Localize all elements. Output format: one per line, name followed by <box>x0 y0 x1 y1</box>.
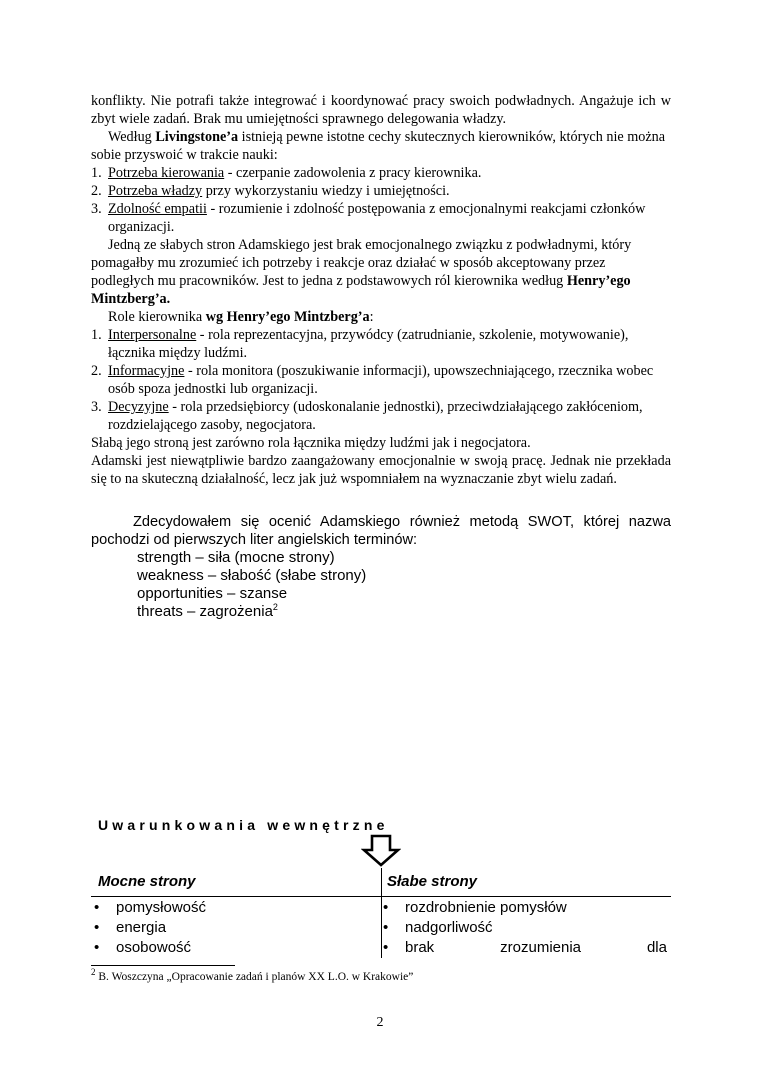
swot-term-opportunities: opportunities – szanse <box>137 585 288 602</box>
internal-conditions-heading: Uwarunkowania wewnętrzne <box>98 817 389 833</box>
page-number: 2 <box>376 1015 384 1030</box>
swot-intro: Zdecydowałem się ocenić Adamskiego również metodą SWOT, której nazwa pochodzi od pierwszych liter angielskich terminów: <box>91 514 671 548</box>
livingstone-name: Livingstone’a <box>155 129 239 145</box>
list-item: • osobowość <box>91 938 376 958</box>
list-item: • energia <box>91 918 376 938</box>
paragraph-livingstone: Według Livingstone’a istnieją pewne istotne cechy skutecznych kierowników, których nie można sobie przyswoić w trakcie nauki: <box>91 129 666 163</box>
paragraph-liaison: Słabą jego stroną jest zarówno rola łącznika między ludźmi jak i negocjatora. <box>91 435 531 451</box>
mintzberg-list <box>91 326 671 434</box>
paragraph-conflicts: konflikty. Nie potrafi także integrować i koordynować pracy swoich podwładnych. Angażuje ich w zbyt wiele zadań. Brak mu umiejętności sprawnego delegowania władzy. <box>91 93 671 127</box>
swot-term-threats: threats – zagrożenia$^2$ <box>137 602 278 620</box>
list-item: • pomysłowość <box>91 898 376 918</box>
list-item: 2. Informacyjne - rola monitora (poszukiwanie informacji), upowszechniającego, rzecznika wobec osób spoza jednostki lub organizacji. <box>91 363 654 397</box>
list-item: 1. Potrzeba kierowania - czerpanie zadowolenia z pracy kierownika. <box>91 165 482 181</box>
strengths-list <box>91 898 376 958</box>
swot-term-strength: strength – siła (mocne strony) <box>137 549 335 566</box>
list-item: 2. Potrzeba władzy przy wykorzystaniu wiedzy i umiejętności. <box>91 183 450 199</box>
swot-terms <box>137 549 366 621</box>
paragraph-roles: Role kierownika wg Henry’ego Mintzberg’a: <box>108 309 374 325</box>
paragraph-engagement: Adamski jest niewątpliwie bardzo zaangażowany emocjonalnie w swoją pracę. Jednak nie przekłada się to na skuteczną działalność, lecz jak już wspomniałem na wyznaczanie zbyt wielu zadań. <box>91 453 671 487</box>
swot-term-weakness: weakness – słabość (słabe strony) <box>137 567 367 584</box>
list-item: • rozdrobnienie pomysłów <box>380 898 671 918</box>
swot-internal-table <box>91 868 671 956</box>
list-item: 3. Zdolność empatii - rozumienie i zdolność postępowania z emocjonalnymi reakcjami członków organizacji. <box>91 201 646 235</box>
list-item: 1. Interpersonalne - rola reprezentacyjna, przywódcy (zatrudnianie, szkolenie, motywowanie), łącznika między ludźmi. <box>91 327 629 361</box>
list-item: 3. Decyzyjne - rola przedsiębiorcy (udoskonalanie jednostki), przeciwdziałającego zakłóceniom, rozdzielającego zasoby, negocjatora. <box>91 399 643 433</box>
strengths-header: Mocne strony <box>98 873 196 890</box>
footnote-ref[interactable]: 2 <box>272 602 278 612</box>
livingstone-list <box>91 164 671 236</box>
footnote-separator <box>91 965 235 966</box>
body-text <box>91 92 671 488</box>
list-item: • nadgorliwość <box>380 918 671 938</box>
weaknesses-list <box>380 898 671 958</box>
footnote: $^2$ B. Woszczyna „Opracowanie zadań i planów XX L.O. w Krakowie” <box>91 967 414 983</box>
list-item: • brak zrozumienia dla <box>380 938 671 958</box>
paragraph-weakness: Jedną ze słabych stron Adamskiego jest brak emocjonalnego związku z podwładnymi, który pomagałby mu zrozumieć ich potrzeby i reakcje oraz działać w sposób akceptowany przez podległych mu pracowników. Jest to jedna z podstawowych ról kierownika według Henry’ego Mintzberg’a. <box>91 237 632 307</box>
weaknesses-header: Słabe strony <box>387 873 478 890</box>
